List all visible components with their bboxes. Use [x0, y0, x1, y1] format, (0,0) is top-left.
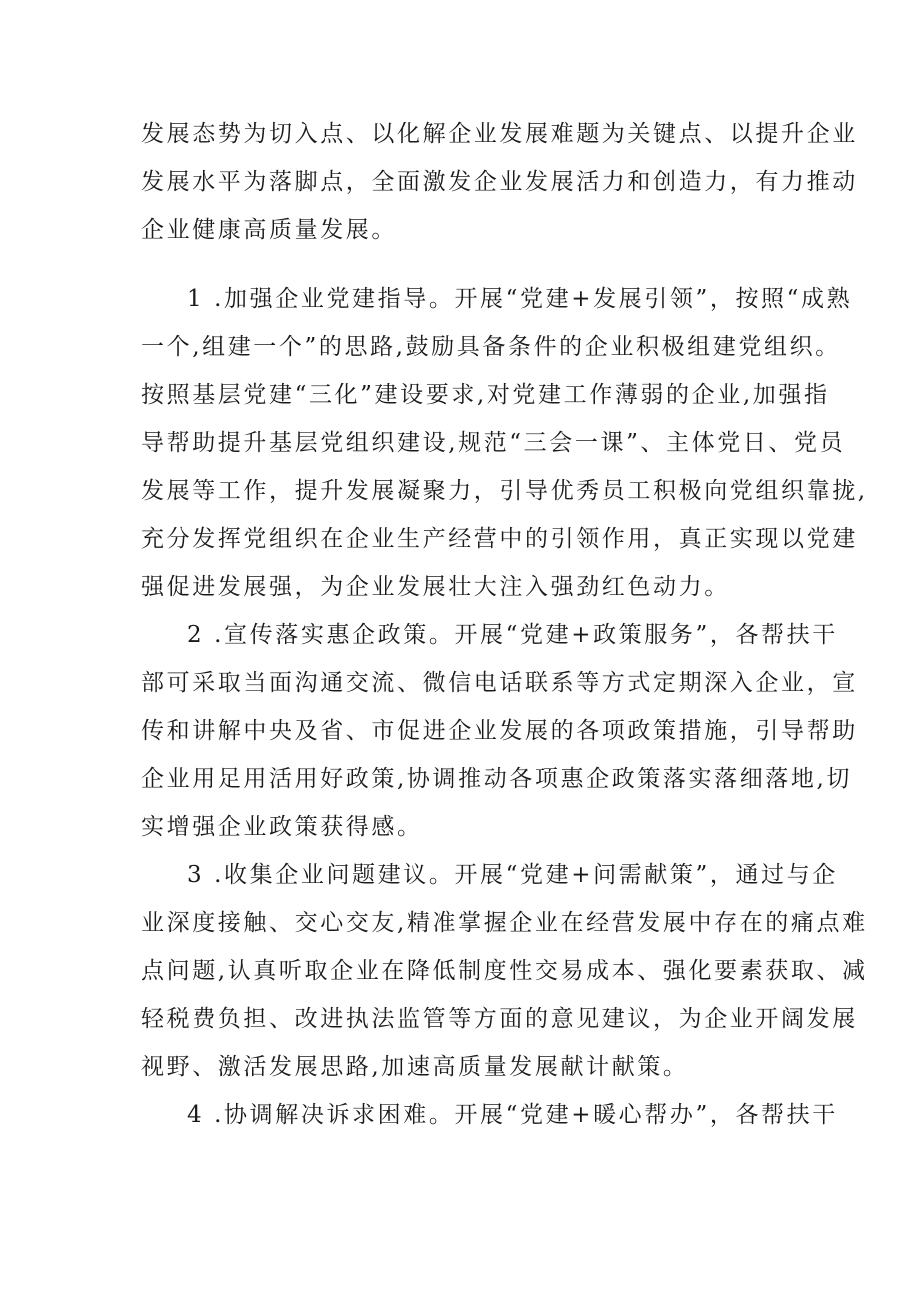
text-line: 一个,组建一个”的思路,鼓励具备条件的企业积极组建党组织。 [141, 334, 841, 360]
text-line: 导帮助提升基层党组织建设,规范“三会一课”、主体党日、党员 [141, 430, 846, 456]
text-line: 实增强企业政策获得感。 [141, 814, 423, 840]
text-line: 发展态势为切入点、以化解企业发展难题为关键点、以提升企业 [141, 121, 858, 147]
text-line: 强促进发展强，为企业发展壮大注入强劲红色动力。 [141, 574, 730, 600]
item-1-heading-line: 1 .加强企业党建指导。开展“党建+发展引领”，按照“成熟 [187, 286, 853, 312]
text-line: 企业用足用活用好政策,协调推动各项惠企政策落实落细落地,切 [141, 766, 853, 792]
text-line: 传和讲解中央及省、市促进企业发展的各项政策措施，引导帮助 [141, 718, 858, 744]
text-line: 企业健康高质量发展。 [141, 217, 397, 243]
item-2-heading-line: 2 .宣传落实惠企政策。开展“党建+政策服务”，各帮扶干 [187, 622, 838, 648]
text-line: 轻税费负担、改进执法监管等方面的意见建议，为企业开阔发展 [141, 1006, 858, 1032]
text-line: 充分发挥党组织在企业生产经营中的引领作用，真正实现以党建 [141, 526, 858, 552]
item-3-heading-line: 3 .收集企业问题建议。开展“党建+问需献策”，通过与企 [187, 862, 838, 888]
text-line: 发展等工作，提升发展凝聚力，引导优秀员工积极向党组织靠拢, [141, 478, 868, 504]
text-line: 按照基层党建“三化”建设要求,对党建工作薄弱的企业,加强指 [141, 382, 830, 408]
text-line: 部可采取当面沟通交流、微信电话联系等方式定期深入企业，宣 [141, 670, 858, 696]
text-line: 业深度接触、交心交友,精准掌握企业在经营发展中存在的痛点难 [141, 910, 868, 936]
text-line: 发展水平为落脚点，全面激发企业发展活力和创造力，有力推动 [141, 169, 858, 195]
text-line: 点问题,认真听取企业在降低制度性交易成本、强化要素获取、减 [141, 958, 868, 984]
item-4-heading-line: 4 .协调解决诉求困难。开展“党建+暖心帮办”，各帮扶干 [187, 1102, 838, 1128]
text-line: 视野、激活发展思路,加速高质量发展献计献策。 [141, 1054, 689, 1080]
